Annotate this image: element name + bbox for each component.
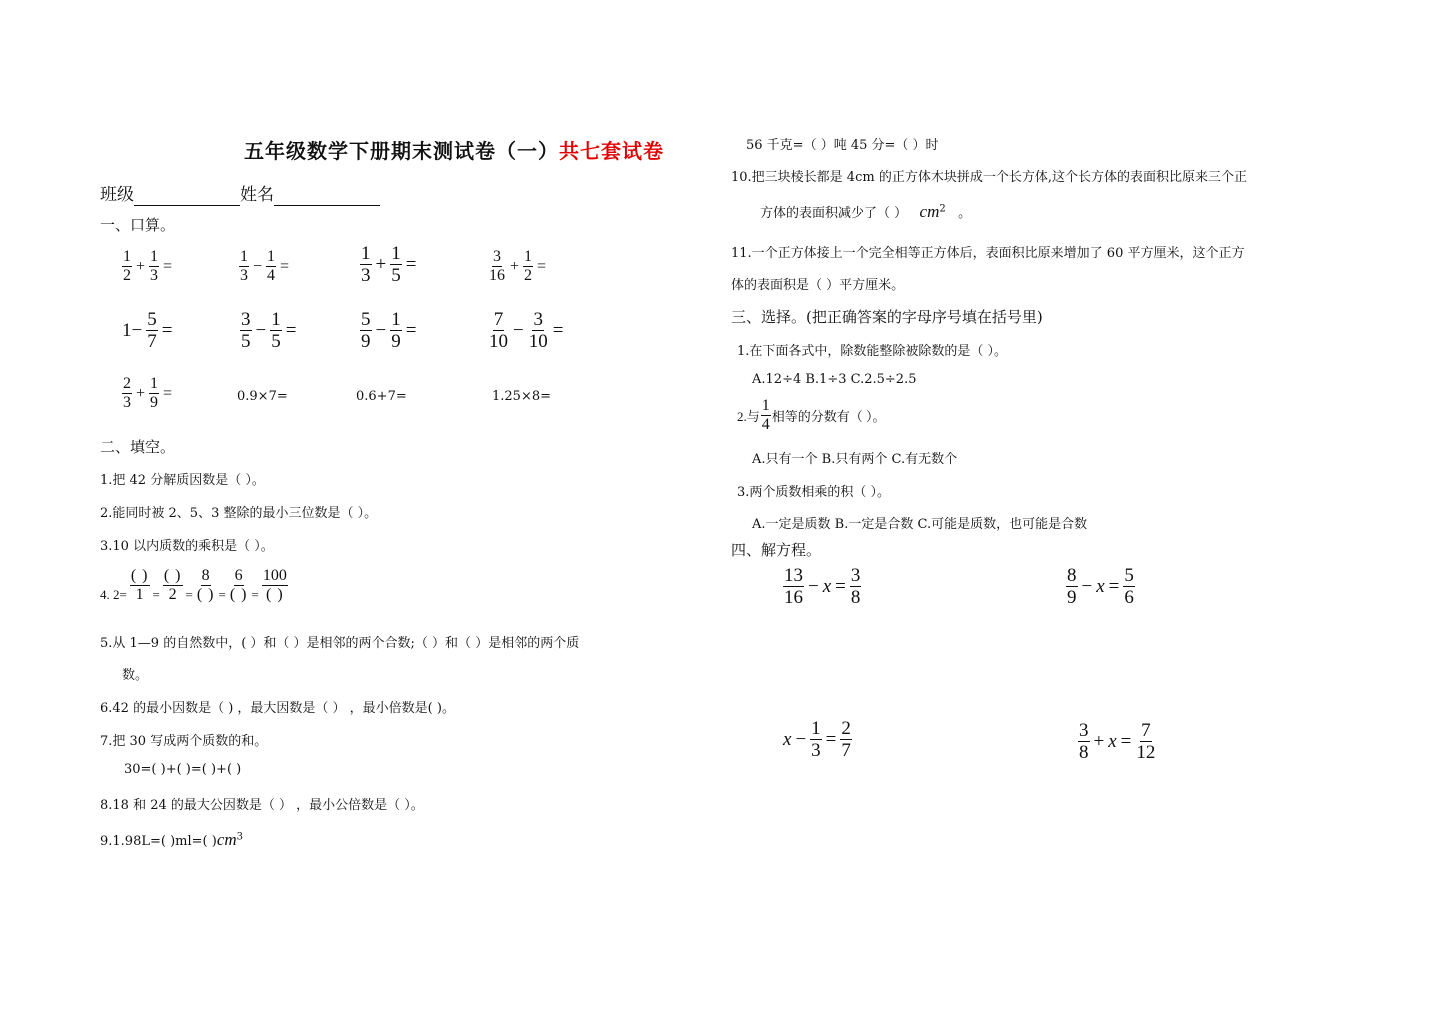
oral-r2c2: $\frac{3}{5}$ − $\frac{1}{5}$ = [241, 309, 297, 352]
fill-q4: 4. 2= $\frac{( )}{1}$ = $\frac{( )}{2}$ = $\frac{8}{( )}$ = $\frac{6}{( )}$ = $\frac{100}{( )}$ [100, 566, 287, 603]
fill-q6: 6.42 的最小因数是（ ) ，最大因数是（ ） ，最小倍数是( )。 [100, 701, 455, 716]
section-oral: 一、口算。 [100, 216, 176, 234]
fill-q3: 3.10 以内质数的乘积是（ ）。 [100, 539, 274, 554]
equation-2: $\frac{8}{9}$ − x = $\frac{5}{6}$ [1067, 565, 1134, 608]
fill-q9: 9.1.98L=( )ml=( )$cm^3$ [100, 830, 244, 849]
oral-r1c1: $\frac{1}{2}$ + $\frac{1}{3}$ = [123, 248, 173, 284]
fill-q2: 2.能同时被 2、5、3 整除的最小三位数是（ ）。 [100, 506, 378, 521]
fill-q10: 10.把三块棱长都是 4cm 的正方体木块拼成一个长方体,这个长方体的表面积比原来三个正 [731, 170, 1247, 185]
class-name-line [100, 180, 380, 206]
fill-q8: 8.18 和 24 的最大公因数是（ ） ，最小公倍数是（ ）。 [100, 798, 424, 813]
fill-q5: 5.从 1—9 的自然数中，( ）和（ ）是相邻的两个合数;（ ）和（ ）是相邻的两个质 [100, 636, 580, 651]
choice-q3-options: A.一定是质数 B.一定是合数 C.可能是质数，也可能是合数 [752, 517, 1088, 532]
oral-r3c2: 0.9×7= [237, 389, 288, 404]
fill-q11-cont: 体的表面积是（ ）平方厘米。 [731, 278, 905, 293]
class-blank[interactable] [134, 185, 240, 206]
choice-q3: 3.两个质数相乘的积（ ）。 [737, 485, 891, 500]
section-equation: 四、解方程。 [731, 541, 822, 559]
equation-4: $\frac{3}{8}$ + x = $\frac{7}{12}$ [1079, 720, 1156, 763]
oral-r3c3: 0.6+7= [356, 389, 407, 404]
oral-r2c4: $\frac{7}{10}$ − $\frac{3}{10}$ = [489, 309, 564, 352]
oral-r3c1: $\frac{2}{3}$ + $\frac{1}{9}$ = [123, 375, 173, 411]
oral-r2c1: 1− $\frac{5}{7}$ = [122, 309, 173, 352]
oral-r1c2: $\frac{1}{3}$ − $\frac{1}{4}$ = [240, 248, 290, 284]
oral-r2c3: $\frac{5}{9}$ − $\frac{1}{9}$ = [361, 309, 417, 352]
fill-q10-cont: 方体的表面积减少了（ ） $cm^2$ 。 [760, 202, 972, 221]
fill-q1: 1.把 42 分解质因数是（ ）。 [100, 473, 265, 488]
choice-q1: 1.在下面各式中，除数能整除被除数的是（ ）。 [737, 344, 1008, 359]
fill-q5-cont: 数。 [122, 668, 149, 683]
fill-q9-cont: 56 千克=（ ）吨 45 分=（ ）时 [746, 138, 939, 153]
fill-q7-blanks: 30=( )+( )=( )+( ) [124, 762, 242, 777]
title-main: 五年级数学下册期末测试卷（一） [244, 139, 559, 163]
oral-r1c4: $\frac{3}{16}$ + $\frac{1}{2}$ = [489, 248, 547, 284]
oral-r1c3: $\frac{1}{3}$ + $\frac{1}{5}$ = [361, 243, 417, 286]
choice-q2-options: A.只有一个 B.只有两个 C.有无数个 [752, 452, 958, 467]
section-fill: 二、填空。 [100, 438, 176, 456]
choice-q2: 2.与 $\frac{1}{4}$ 相等的分数有（ ）。 [737, 397, 886, 433]
page-title [244, 135, 664, 164]
section-choice: 三、选择。(把正确答案的字母序号填在括号里) [731, 308, 1043, 326]
title-highlight: 共七套试卷 [559, 139, 664, 163]
oral-r3c4: 1.25×8= [492, 389, 552, 404]
equation-1: $\frac{13}{16}$ − x = $\frac{3}{8}$ [784, 565, 861, 608]
name-blank[interactable] [274, 185, 380, 206]
fill-q7: 7.把 30 写成两个质数的和。 [100, 734, 268, 749]
choice-q1-options: A.12÷4 B.1÷3 C.2.5÷2.5 [752, 372, 917, 387]
name-label: 姓名 [240, 185, 274, 205]
equation-3: x − $\frac{1}{3}$ = $\frac{2}{7}$ [783, 718, 851, 761]
fill-q11: 11.一个正方体接上一个完全相等正方体后，表面积比原来增加了 60 平方厘米，这个正方 [731, 246, 1245, 261]
class-label: 班级 [100, 185, 134, 205]
